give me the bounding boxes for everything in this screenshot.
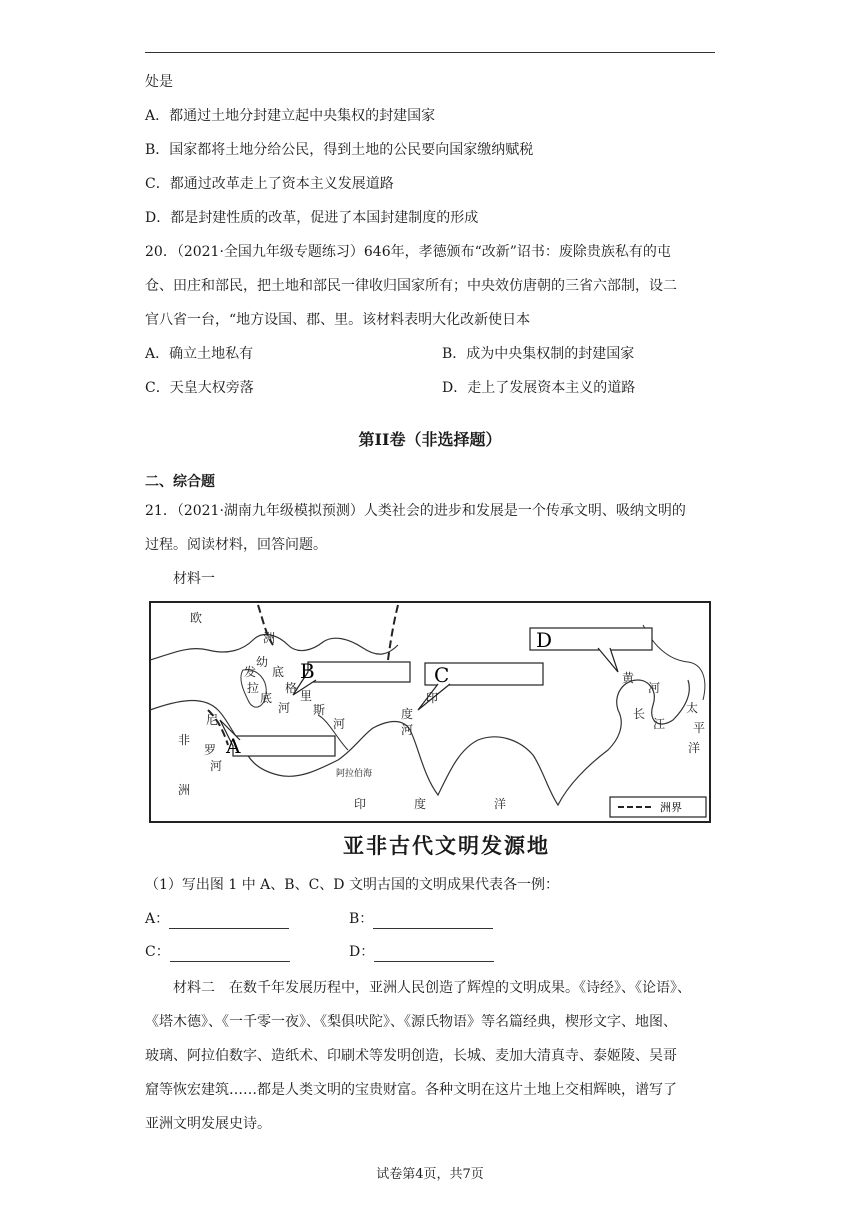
answer-a-blank[interactable] <box>169 914 289 929</box>
svg-text:河: 河 <box>401 723 414 737</box>
q20-line-3: 官八省一台，“地方设国、郡、里。该材料表明大化改新使日本 <box>145 312 531 328</box>
box-a <box>233 736 335 756</box>
svg-text:罗: 罗 <box>204 743 217 757</box>
svg-text:洋: 洋 <box>494 797 507 811</box>
answer-d <box>349 942 494 962</box>
svg-text:拉: 拉 <box>247 681 260 695</box>
box-b <box>308 662 410 682</box>
q20-line-2: 仓、田庄和部民，把土地和部民一律收归国家所有；中央效仿唐朝的三省六部制，设二 <box>145 278 677 294</box>
material-2-line-4: 窟等恢宏建筑……都是人类文明的宝贵财富。各种文明在这片土地上交相辉映，谱写了 <box>145 1082 677 1098</box>
material-2-line-1: 材料二 在数千年发展历程中，亚洲人民创造了辉煌的文明成果。《诗经》、《论语》、 <box>173 980 691 996</box>
section-title: 第II卷（非选择题） <box>358 430 502 449</box>
svg-text:度: 度 <box>401 707 414 721</box>
q19-option-d: D．都是封建性质的改革，促进了本国封建制度的形成 <box>145 210 479 226</box>
svg-text:尼: 尼 <box>206 713 219 727</box>
svg-text:平: 平 <box>693 721 706 735</box>
section-heading: 二、综合题 <box>145 474 215 490</box>
svg-text:非: 非 <box>178 733 191 747</box>
material-2-line-3: 玻璃、阿拉伯数字、造纸术、印刷术等发明创造，长城、麦加大清真寺、泰姬陵、吴哥 <box>145 1048 677 1064</box>
sub-question-1: （1）写出图 1 中 A、B、C、D 文明古国的文明成果代表各一例： <box>145 877 559 893</box>
label-c: C <box>434 663 450 687</box>
label-d: D <box>536 628 553 652</box>
q19-option-c: C．都通过改革走上了资本主义发展道路 <box>145 176 394 192</box>
header-rule <box>145 52 715 53</box>
q20-line-1: 20．（2021·全国九年级专题练习）646年，孝德颁布“改新”诏书：废除贵族私有的屯 <box>145 244 671 260</box>
answer-c <box>145 942 290 962</box>
answer-c-blank[interactable] <box>170 947 290 962</box>
svg-text:欧: 欧 <box>190 611 203 625</box>
svg-text:太: 太 <box>686 701 699 715</box>
q20-option-d: D．走上了发展资本主义的道路 <box>442 380 636 396</box>
map-caption: 亚非古代文明发源地 <box>343 834 550 858</box>
label-a: A <box>226 734 241 758</box>
answer-d-label: D： <box>349 944 375 960</box>
legend-box <box>610 797 706 817</box>
material-1-label: 材料一 <box>173 571 215 587</box>
svg-text:幼: 幼 <box>256 655 269 669</box>
answer-a <box>145 909 289 929</box>
svg-text:发: 发 <box>244 665 257 679</box>
civilization-map <box>148 600 716 826</box>
svg-text:长: 长 <box>633 707 646 721</box>
q21-line-2: 过程。阅读材料，回答问题。 <box>145 537 327 553</box>
svg-text:河: 河 <box>648 681 661 695</box>
q20-option-c: C．天皇大权旁落 <box>145 380 254 396</box>
q20-option-a: A．确立土地私有 <box>145 346 254 362</box>
svg-text:河: 河 <box>278 701 291 715</box>
material-2-line-2: 《塔木德》、《一千零一夜》、《梨俱吠陀》、《源氏物语》等名篇经典，楔形文字、地图、 <box>145 1014 677 1030</box>
label-b: B <box>300 659 315 683</box>
svg-text:度: 度 <box>414 797 427 811</box>
svg-text:黄: 黄 <box>622 671 635 685</box>
q19-stem-end: 处是 <box>145 74 173 90</box>
page-footer: 试卷第4页，共7页 <box>376 1167 484 1182</box>
answer-d-blank[interactable] <box>374 947 494 962</box>
svg-text:底: 底 <box>260 691 273 705</box>
answer-b-label: B： <box>349 911 374 927</box>
svg-text:里: 里 <box>300 689 313 703</box>
svg-text:格: 格 <box>285 681 298 695</box>
svg-text:斯: 斯 <box>313 703 326 717</box>
legend-label: 洲界 <box>660 801 682 814</box>
q19-option-a: A．都通过土地分封建立起中央集权的封建国家 <box>145 108 436 124</box>
svg-text:印: 印 <box>426 691 439 705</box>
answer-a-label: A： <box>145 911 170 927</box>
q21-line-1: 21．（2021·湖南九年级模拟预测）人类社会的进步和发展是一个传承文明、吸纳文明的 <box>145 503 686 519</box>
svg-text:底: 底 <box>272 665 285 679</box>
svg-text:洋: 洋 <box>688 741 701 755</box>
answer-c-label: C： <box>145 944 170 960</box>
svg-text:印: 印 <box>354 797 367 811</box>
svg-text:河: 河 <box>210 759 223 773</box>
svg-text:洲: 洲 <box>178 783 191 797</box>
svg-text:洲: 洲 <box>263 631 276 645</box>
q19-option-b: B．国家都将土地分给公民，得到土地的公民要向国家缴纳赋税 <box>145 142 534 158</box>
svg-text:阿拉伯海: 阿拉伯海 <box>336 769 373 779</box>
q20-option-b: B．成为中央集权制的封建国家 <box>442 346 635 362</box>
material-2-line-5: 亚洲文明发展史诗。 <box>145 1116 271 1132</box>
svg-text:江: 江 <box>653 717 666 731</box>
answer-b <box>349 909 493 929</box>
svg-text:河: 河 <box>333 717 346 731</box>
answer-b-blank[interactable] <box>373 914 493 929</box>
